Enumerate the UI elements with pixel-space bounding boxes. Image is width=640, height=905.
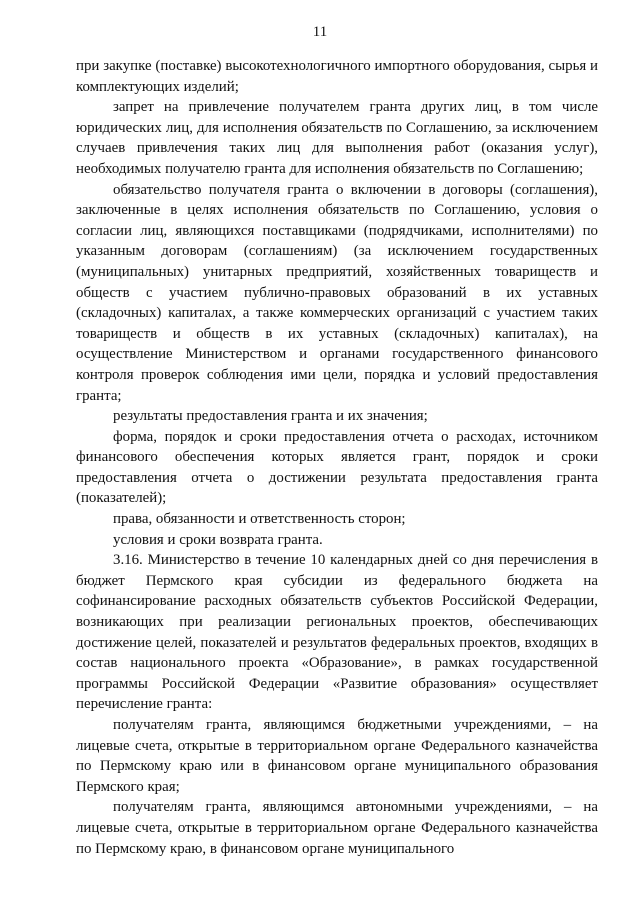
paragraph: 3.16. Министерство в течение 10 календарных дней со дня перечисления в бюджет Пермского края субсидии из федерального бюджета на софинансирование расходных обязательств субъектов Российской Федерации, возникающих при реализации региональных проектов, обеспечивающих достижение целей, показателей и результатов федеральных проектов, входящих в состав национального проекта «Образование», в рамках государственной программы Российской Федерации «Развитие образования» осуществляет перечисление гранта:	[76, 552, 598, 713]
paragraph: при закупке (поставке) высокотехнологичного импортного оборудования, сырья и комплектующих изделий;	[76, 58, 598, 95]
paragraph: условия и сроки возврата гранта.	[113, 531, 323, 548]
paragraph: результаты предоставления гранта и их значения;	[113, 408, 428, 425]
paragraph: получателям гранта, являющимся бюджетными учреждениями, – на лицевые счета, открытые в территориальном органе Федерального казначейства по Пермскому краю или в финансовом органе муниципального образования Пермского края;	[76, 717, 598, 795]
paragraph: запрет на привлечение получателем гранта других лиц, в том числе юридических лиц, для исполнения обязательств по Соглашению, за исключением случаев привлечения таких лиц для выполнения работ (оказания услуг), необходимых получателю гранта для исполнения обязательств по Соглашению;	[76, 99, 598, 177]
paragraph: права, обязанности и ответственность сторон;	[113, 511, 406, 528]
paragraph: получателям гранта, являющимся автономными учреждениями, – на лицевые счета, открытые в территориальном органе Федерального казначейства по Пермскому краю, в финансовом органе муниципального	[76, 799, 598, 857]
paragraph: обязательство получателя гранта о включении в договоры (соглашения), заключенные в целях исполнения обязательств по Соглашению, условия о согласии лиц, являющихся поставщиками (подрядчиками, исполнителями) по указанным договорам (соглашениям) (за исключением государственных (муниципальных) унитарных предприятий, хозяйственных товариществ и обществ с участием публично-правовых образований в их уставных (складочных) капиталах, а также коммерческих организаций с участием таких товариществ и обществ в их уставных (складочных) капиталах), на осуществление Министерством и органами государственного финансового контроля проверок соблюдения ими цели, порядка и условий предоставления гранта;	[76, 181, 598, 404]
page-number: 11	[312, 24, 328, 40]
paragraph: форма, порядок и сроки предоставления отчета о расходах, источником финансового обеспечения которых является грант, порядок и сроки предоставления отчета о достижении результата предоставления гранта (показателей);	[76, 428, 598, 507]
document-body	[76, 56, 598, 859]
